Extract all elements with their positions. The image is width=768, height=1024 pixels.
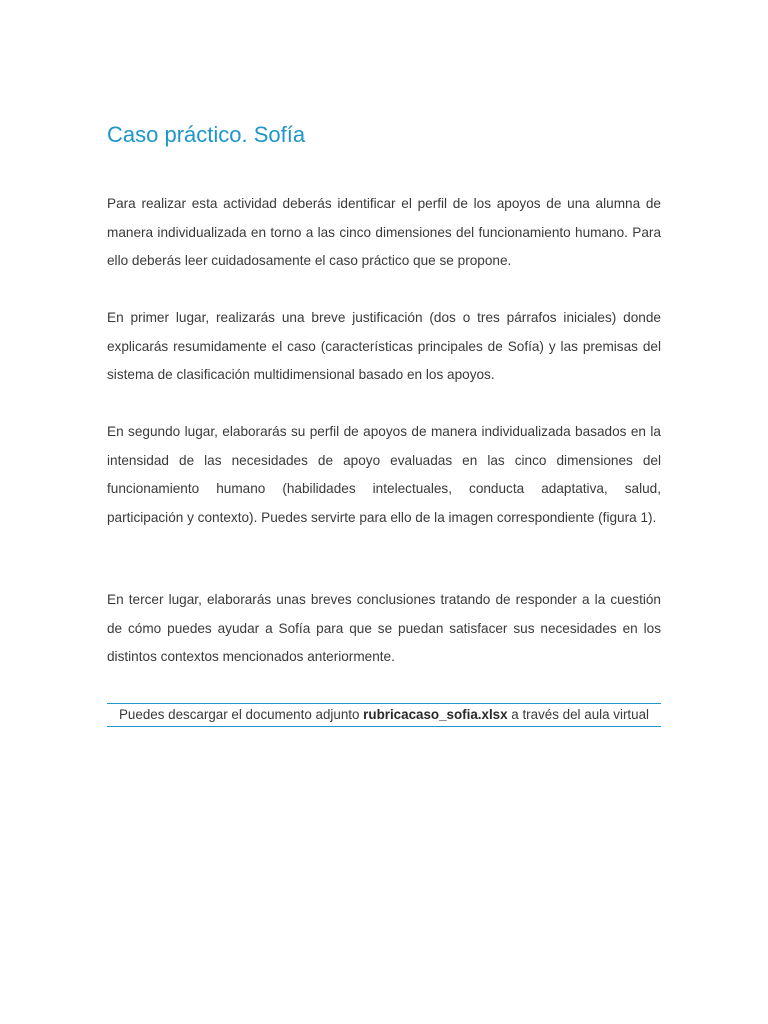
paragraph-intro: Para realizar esta actividad deberás identificar el perfil de los apoyos de una alumna de manera individualizada en torno a las cinco dimensiones del funcionamiento humano. Para ello deberás leer cuidadosamente el caso práctico que se propone. [107,196,661,268]
paragraph-third-step: En tercer lugar, elaborarás unas breves conclusiones tratando de responder a la cuestión de cómo puedes ayudar a Sofía para que se puedan satisfacer sus necesidades en los distintos contextos mencionados anteriormente. [107,592,661,664]
download-notice [107,703,661,727]
paragraph-first-step: En primer lugar, realizarás una breve justificación (dos o tres párrafos iniciales) donde explicarás resumidamente el caso (características principales de Sofía) y las premisas del sistema de clasificación multidimensional basado en los apoyos. [107,310,661,382]
page-title: Caso práctico. Sofía [107,122,306,147]
download-notice-suffix: a través del aula virtual [507,707,649,722]
paragraph-second-step: En segundo lugar, elaborarás su perfil de apoyos de manera individualizada basados en la intensidad de las necesidades de apoyo evaluadas en las cinco dimensiones del funcionamiento humano (habilidades intelectuales, conducta adaptativa, salud, participación y contexto). Puedes servirte para ello de la imagen correspondiente (figura 1). [107,424,661,525]
download-filename[interactable]: rubricacaso_sofia.xlsx [363,707,508,722]
download-notice-prefix: Puedes descargar el documento adjunto [119,707,364,722]
